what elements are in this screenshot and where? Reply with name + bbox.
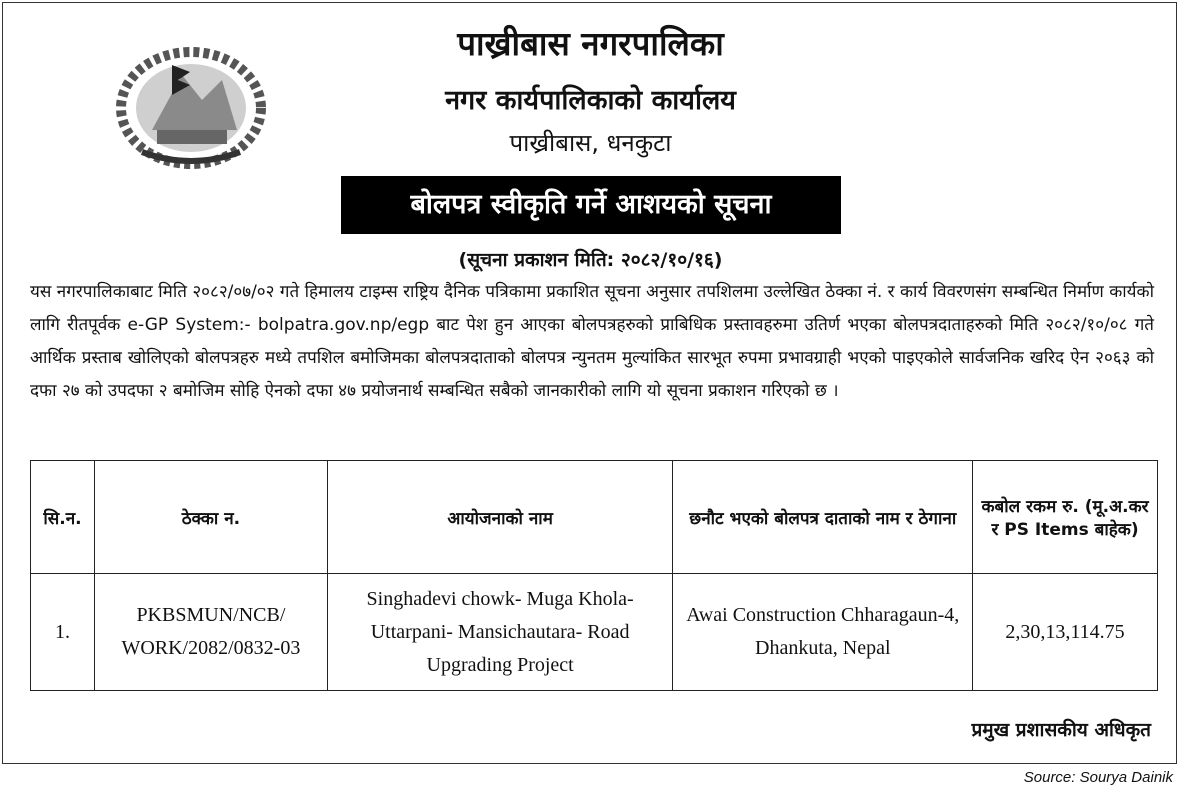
col-header-sn: सि.न. (31, 461, 95, 574)
table-row (31, 574, 1158, 691)
col-header-amount: कबोल रकम रु. (मू.अ.कर र PS Items बाहेक) (973, 461, 1158, 574)
col-header-contract-no: ठेक्का न. (94, 461, 327, 574)
table-header-row (31, 461, 1158, 574)
cell-sn: 1. (31, 574, 95, 691)
notice-body: यस नगरपालिकाबाट मिति २०८२/०७/०२ गते हिमालय टाइम्स राष्ट्रिय दैनिक पत्रिकामा प्रकाशित सूचना अनुसार तपशिलमा उल्लेखित ठेक्का नं. र कार्य विवरणसंग सम्बन्धित निर्माण कार्यको लागि रीतपूर्वक e-GP System:- bolpatra.gov.np/egp बाट पेश हुन आएका बोलपत्रहरुको प्राबिधिक प्रस्तावहरुमा उतिर्ण भएका बोलपत्रदाताहरुको मिति २०८२/१०/०८ गते आर्थिक प्रस्ताब खोलिएको बोलपत्रहरु मध्ये तपशिल बमोजिमका बोलपत्रदाताको बोलपत्र न्युनतम मुल्यांकित सारभूत रुपमा प्रभावग्राही भएको पाइएकोले सार्वजनिक खरिद ऐन २०६३ को दफा २७ को उपदफा २ बमोजिम सोहि ऐनको दफा ४७ प्रयोजनार्थ सम्बन्धित सबैको जानकारीको लागि यो सूचना प्रकाशन गरिएको छ । (30, 282, 1154, 401)
bid-table (30, 460, 1158, 691)
cell-bidder: Awai Construction Chharagaun-4, Dhankuta, Nepal (673, 574, 973, 691)
source-credit: Source: Sourya Dainik (1023, 769, 1173, 786)
col-header-bidder: छनौट भएको बोलपत्र दाताको नाम र ठेगाना (673, 461, 973, 574)
cell-contract-no: PKBSMUN/NCB/ WORK/2082/0832-03 (94, 574, 327, 691)
col-header-project: आयोजनाको नाम (327, 461, 673, 574)
signature: प्रमुख प्रशासकीय अधिकृत (971, 719, 1151, 741)
cell-amount: 2,30,13,114.75 (973, 574, 1158, 691)
notice-title: बोलपत्र स्वीकृति गर्ने आशयको सूचना (341, 176, 841, 234)
publication-date: (सूचना प्रकाशन मिति: २०८२/१०/१६) (458, 249, 723, 271)
office-name: नगर कार्यपालिकाको कार्यालय (445, 85, 736, 116)
cell-project: Singhadevi chowk- Muga Khola- Uttarpani- Mansichautara- Road Upgrading Project (327, 574, 673, 691)
office-address: पाख्रीबास, धनकुटा (509, 129, 672, 157)
municipality-name: पाख्रीबास नगरपालिका (457, 24, 724, 63)
